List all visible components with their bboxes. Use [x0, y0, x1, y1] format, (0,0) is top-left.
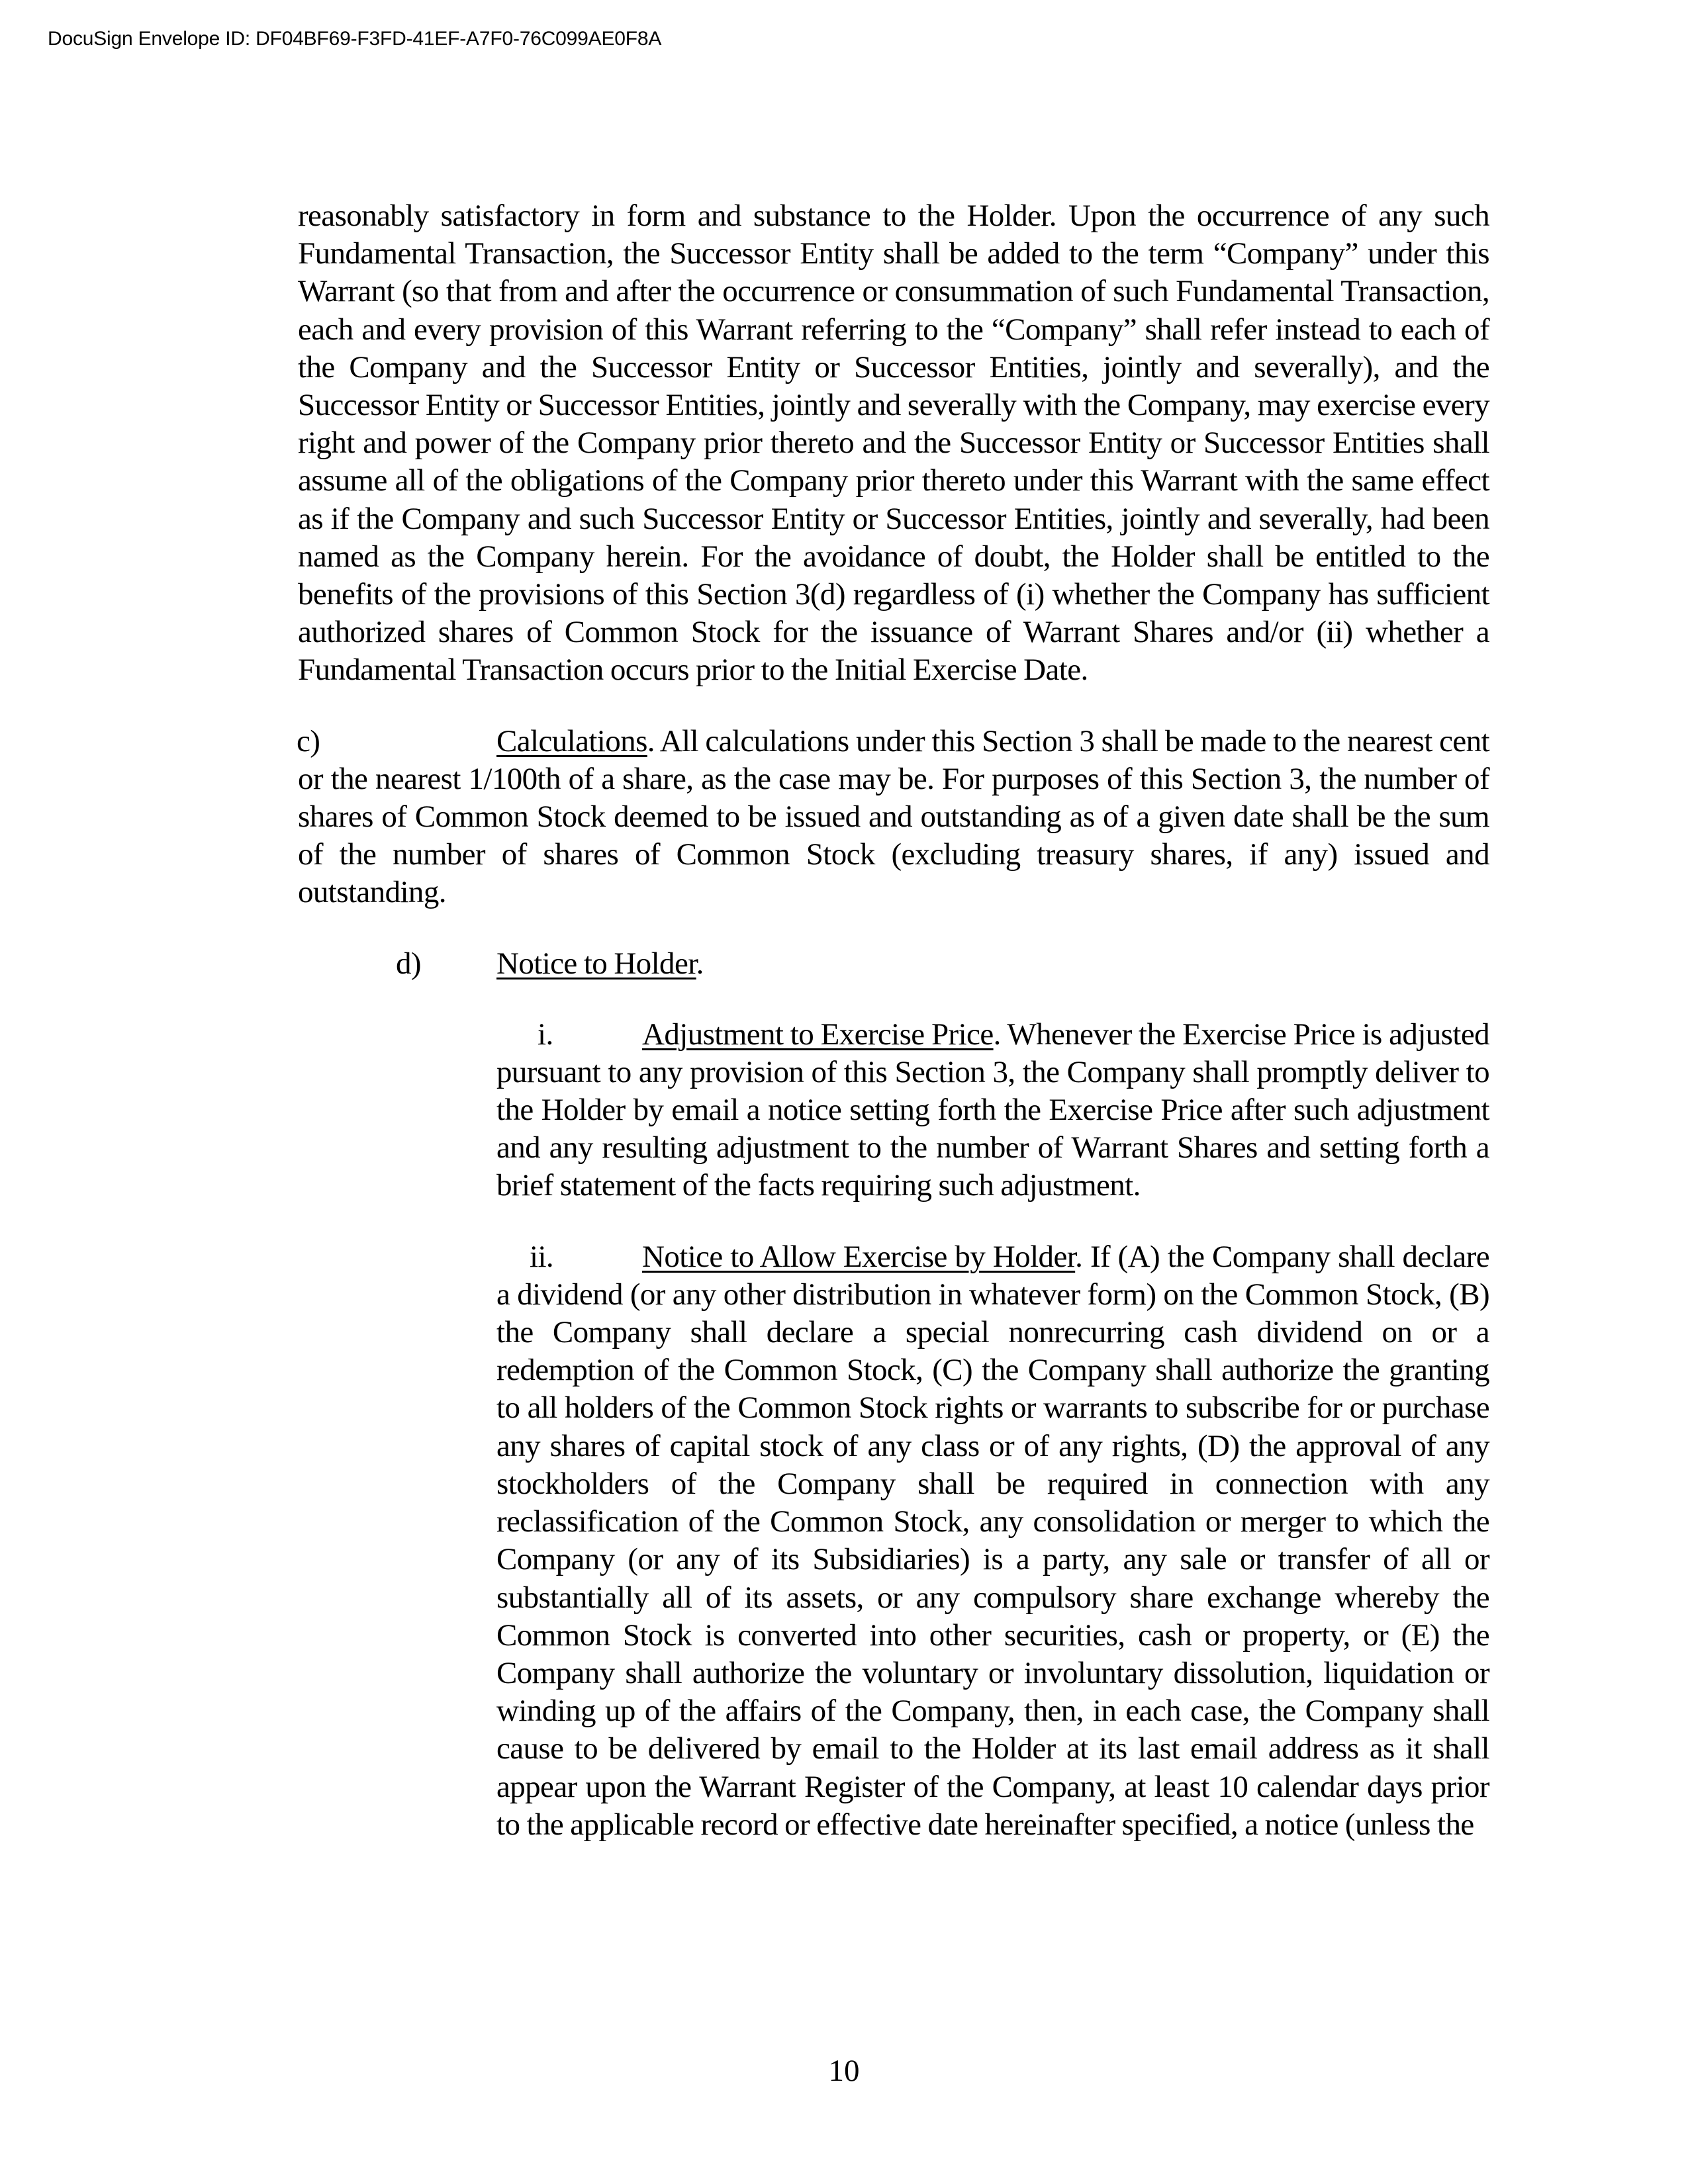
section-c-label: c)	[297, 723, 320, 758]
fundamental-transaction-continuation-paragraph: reasonably satisfactory in form and substance to the Holder. Upon the occurrence of any such Fundamental Transaction, the Successor Entity shall be added to the term “Company” under this Warrant (so that from and after the occurrence or consummation of such Fundamental Transaction, each and every provision of this Warrant referring to the “Company” shall refer instead to each of the Company and the Successor Entity or Successor Entities, jointly and severally), and the Successor Entity or Successor Entities, jointly and severally with the Company, may exercise every right and power of the Company prior thereto and the Successor Entity or Successor Entities shall assume all of the obligations of the Company prior thereto under this Warrant with the same effect as if the Company and such Successor Entity or Successor Entities, jointly and severally, had been named as the Company herein. For the avoidance of doubt, the Holder shall be entitled to the benefits of the provisions of this Section 3(d) regardless of (i) whether the Company has sufficient authorized shares of Common Stock for the issuance of Warrant Shares and/or (ii) whether a Fundamental Transaction occurs prior to the Initial Exercise Date.	[298, 199, 1489, 688]
section-d-notice-to-holder	[298, 945, 1489, 983]
subsection-i-text: . Whenever the Exercise Price is adjusted pursuant to any provision of this Section 3, the Company shall promptly deliver to the Holder by email a notice setting forth the Exercise Price after such adjustment and any resulting adjustment to the number of Warrant Shares and setting forth a brief statement of the facts requiring such adjustment.	[496, 1017, 1489, 1203]
subsection-ii-label: ii.	[530, 1239, 554, 1274]
section-c-heading: Calculations	[496, 723, 647, 758]
section-d-heading-period: .	[696, 946, 704, 981]
page-number: 10	[828, 2054, 860, 2088]
section-c-text: . All calculations under this Section 3 shall be made to the nearest cent or the nearest 1/100th of a share, as the case may be. For purposes of this Section 3, the number of shares of Common Stock deemed to be issued and outstanding as of a given date shall be the sum of the number of shares of Common Stock (excluding treasury shares, if any) issued and outstanding.	[298, 723, 1489, 910]
subsection-ii-notice-to-allow-exercise	[496, 1238, 1489, 1844]
subsection-ii-heading: Notice to Allow Exercise by Holder	[642, 1239, 1076, 1274]
subsection-ii-text: . If (A) the Company shall declare a dividend (or any other distribution in whatever form) on the Common Stock, (B) the Company shall declare a special nonrecurring cash dividend on or a redemption of the Common Stock, (C) the Company shall authorize the granting to all holders of the Common Stock rights or warrants to subscribe for or purchase any shares of capital stock of any class or of any rights, (D) the approval of any stockholders of the Company shall be required in connection with any reclassification of the Common Stock, any consolidation or merger to which the Company (or any of its Subsidiaries) is a party, any sale or transfer of all or substantially all of its assets, or any compulsory share exchange whereby the Common Stock is converted into other securities, cash or property, or (E) the Company shall authorize the voluntary or involuntary dissolution, liquidation or winding up of the affairs of the Company, then, in each case, the Company shall cause to be delivered by email to the Holder at its last email address as it shall appear upon the Warrant Register of the Company, at least 10 calendar days prior to the applicable record or effective date hereinafter specified, a notice (unless the	[496, 1239, 1489, 1842]
section-c-calculations	[298, 723, 1489, 912]
subsection-i-heading: Adjustment to Exercise Price	[642, 1017, 994, 1052]
subsection-i-label: i.	[538, 1017, 553, 1052]
docusign-envelope-id: DocuSign Envelope ID: DF04BF69-F3FD-41EF-A7F0-76C099AE0F8A	[48, 28, 662, 50]
document-body	[298, 197, 1489, 1844]
section-d-label: d)	[396, 946, 421, 981]
section-d-heading: Notice to Holder	[496, 946, 696, 981]
subsection-i-adjustment-to-exercise-price	[496, 1016, 1489, 1205]
